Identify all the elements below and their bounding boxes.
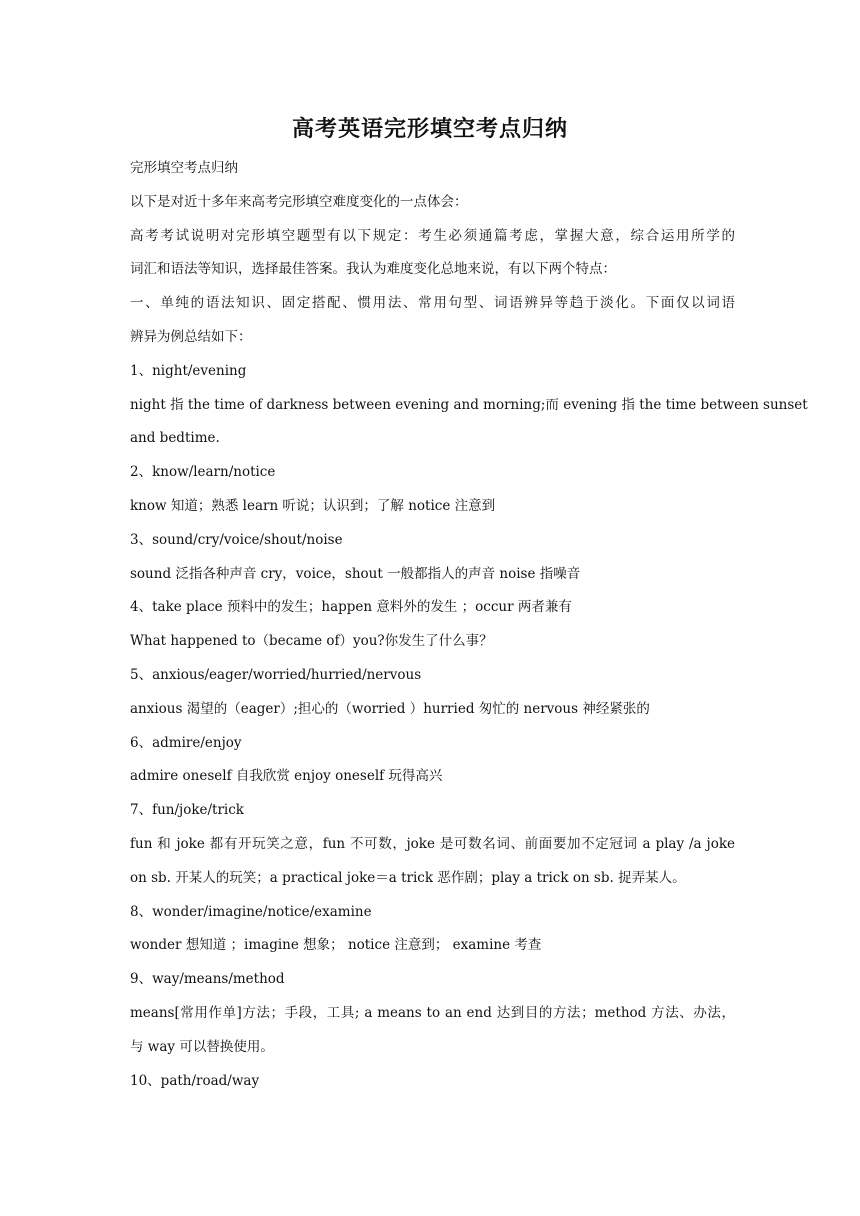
text-line: sound 泛指各种声音 cry，voice，shout 一般都指人的声音 noise 指噪音 (130, 565, 581, 582)
text-line: 高考考试说明对完形填空题型有以下规定：考生必须通篇考虑，掌握大意，综合运用所学的 (130, 227, 735, 244)
text-line: 1、night/evening (130, 362, 247, 379)
text-line: 7、fun/joke/trick (130, 802, 244, 819)
text-line: 完形填空考点归纳 (130, 160, 238, 176)
text-line: wonder 想知道 ；imagine 想象； notice 注意到； examine 考查 (130, 937, 542, 954)
text-line: 10、path/road/way (130, 1072, 260, 1089)
text-line: 词汇和语法等知识，选择最佳答案。我认为难度变化总地来说，有以下两个特点： (130, 261, 616, 278)
text-line: 与 way 可以替换使用。 (130, 1038, 274, 1055)
text-line: 8、wonder/imagine/notice/examine (130, 903, 372, 920)
text-line: 5、anxious/eager/worried/hurried/nervous (130, 666, 422, 683)
text-line: 以下是对近十多年来高考完形填空难度变化的一点体会： (130, 193, 468, 210)
page-title: 高考英语完形填空考点归纳 (291, 117, 568, 142)
text-line: 2、know/learn/notice (130, 464, 276, 481)
text-line: What happened to（became of）you?你发生了什么事？ (130, 633, 493, 650)
text-line: night 指 the time of darkness between evening and morning;而 evening 指 the time between sunset (130, 396, 808, 413)
text-line: on sb. 开某人的玩笑；a practical joke＝a trick 恶作剧；play a trick on sb. 捉弄某人。 (130, 869, 686, 886)
text-line: know 知道；熟悉 learn 听说；认识到；了解 notice 注意到 (130, 497, 496, 514)
text-line: and bedtime. (130, 430, 220, 447)
text-line: 9、way/means/method (130, 971, 285, 988)
text-line: 6、admire/enjoy (130, 734, 242, 751)
document-body (130, 152, 808, 1098)
text-line: means[常用作单]方法；手段，工具; a means to an end 达到目的方法；method 方法、办法， (130, 1004, 735, 1021)
text-line: 3、sound/cry/voice/shout/noise (130, 531, 343, 548)
text-line: 一、单纯的语法知识、固定搭配、惯用法、常用句型、词语辨异等趋于淡化。下面仅以词语 (130, 295, 735, 312)
text-line: admire oneself 自我欣赏 enjoy oneself 玩得高兴 (130, 768, 443, 785)
text-line: 4、take place 预料中的发生；happen 意料外的发生 ；occur 两者兼有 (130, 599, 572, 616)
text-line: anxious 渴望的（eager）;担心的（worried ）hurried 匆忙的 nervous 神经紧张的 (130, 700, 650, 717)
text-line: 辨异为例总结如下： (130, 328, 252, 345)
text-line: fun 和 joke 都有开玩笑之意，fun 不可数，joke 是可数名词、前面要加不定冠词 a play /a joke (130, 835, 735, 852)
